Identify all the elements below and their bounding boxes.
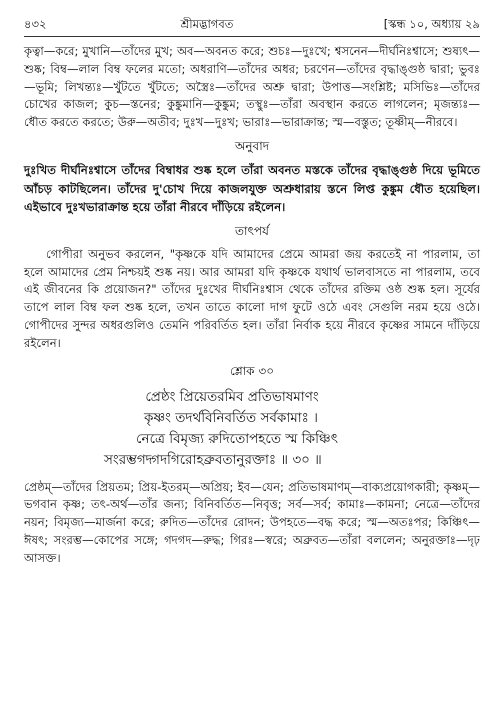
verse-line-4: সংরম্ভগদ্গদগিরোহব্রুবতানুরক্তাঃ ॥ ৩০ ॥ bbox=[104, 451, 322, 468]
verse-line-1: প্রেষ্ঠং প্রিয়েতরমিব প্রতিভাষমাণং bbox=[145, 388, 319, 405]
translation-text: দুঃখিত দীর্ঘনিঃশ্বাসে তাঁদের বিম্বাধর শুষ্ক হলে তাঁরা অবনত মস্তকে তাঁদের বৃদ্ধাঙ্গুষ্ঠ দিয়ে ভূমিতে আঁচড় কাটছিলেন। তাঁদের দু'চোখ দিয়ে কাজলযুক্ত অশ্রুধারায় স্তনে লিপ্ত কুঙ্কুম ধৌত হয়েছিল। এইভাবে দুঃখভারাক্রান্ত হয়ে তাঁরা নীরবে দাঁড়িয়ে রইলেন। bbox=[24, 162, 480, 215]
synonyms-paragraph-2: প্রেষ্ঠম্—তাঁদের প্রিয়তম; প্রিয়-ইতরম্—অপ্রিয়; ইব—যেন; প্রতিভাষমাণম্—বাক্যপ্রয়োগকারী; কৃষ্ণম্—ভগবান কৃষ্ণ; তৎ-অর্থ—তাঁর জন্য; বিনিবর্তিত—নিবৃত্ত; সর্ব—সর্ব; কামাঃ—কামনা; নেত্রে—তাঁদের নয়ন; বিমৃজ্য—মার্জনা করে; রুদিত—তাঁদের রোদন; উপহতে—বদ্ধ করে; স্ম—অতঃপর; কিঞ্চিৎ—ঈষৎ; সংরম্ভ—কোপের সঙ্গে; গদগদ—রুদ্ধ; গিরঃ—স্বরে; অব্রুবত—তাঁরা বললেন; অনুরক্তাঃ—দৃঢ় আসক্ত। bbox=[24, 479, 480, 565]
header-rule bbox=[24, 36, 480, 37]
verse-line-2: কৃষ্ণং তদর্থবিনিবর্তিত সর্বকামাঃ । bbox=[144, 409, 318, 426]
chapter-reference: [স্কন্ধ ১০, অধ্যায় ২৯ bbox=[383, 17, 480, 31]
sanskrit-verse bbox=[24, 387, 480, 471]
synonyms-paragraph-1: কৃত্বা—করে; মুখানি—তাঁদের মুখ; অব—অবনত করে; শুচঃ—দুঃখে; শ্বসনেন—দীর্ঘনিঃশ্বাসে; শুষ্যৎ—শুষ্ক; বিম্ব—লাল বিম্ব ফলের মতো; অধরাণি—তাঁদের অধর; চরণেন—তাঁদের বৃদ্ধাঙ্গুষ্ঠ দ্বারা; ভুবঃ—ভূমি; লিখন্ত্যঃ—খুঁটতে খুঁটতে; অস্ত্রৈঃ—তাঁদের অশ্রু দ্বারা; উপাত্ত—সংশ্লিষ্ট; মসিভিঃ—তাঁদের চোখের কাজল; কুচ—স্তনের; কুঙ্কুমানি—কুঙ্কুম; তস্থুঃ—তাঁরা অবস্থান করতে লাগলেন; মৃজন্ত্যঃ—ধৌত করতে করতে; উরু—অতীব; দুঃখ—দুঃখ; ভারাঃ—ভারাক্রান্ত; স্ম—বস্তুত; তূষ্ণীম্—নীরবে। bbox=[24, 44, 480, 130]
page bbox=[24, 16, 480, 568]
purport-heading: তাৎপর্য bbox=[235, 223, 269, 238]
verse-line-3: নেত্রে বিমৃজ্য রুদিতোপহতে স্ম কিঞ্চিৎ bbox=[136, 430, 338, 447]
purport-text: গোপীরা অনুভব করলেন, "কৃষ্ণকে যদি আমাদের প্রেমে আমরা জয় করতেই না পারলাম, তা হলে আমাদের প্রেম নিশ্চয়ই শুষ্ক নয়। আর আমরা যদি কৃষ্ণকে যথার্থ ভালবাসতে না পারলাম, তবে এই জীবনের কি প্রয়োজন?" তাঁদের দুঃখের দীর্ঘনিঃশ্বাস থেকে তাঁদের রক্তিম ওষ্ঠ শুষ্ক হল। সূর্যের তাপে লাল বিম্ব ফল শুষ্ক হলে, তখন তাতে কালো দাগ ফুটে ওঠে এবং সেগুলি নরম হয়ে ওঠে। গোপীদের সুন্দর অধরগুলিও তেমনি পরিবর্তিত হল। তাঁরা নির্বাক হয়ে নীরবে কৃষ্ণের সামনে দাঁড়িয়ে রইলেন। bbox=[24, 246, 480, 350]
purport-block bbox=[24, 246, 480, 353]
running-header bbox=[24, 16, 480, 34]
verse-heading: শ্লোক ৩০ bbox=[230, 363, 274, 378]
translation-heading: অনুবাদ bbox=[234, 138, 270, 153]
page-number: ৪৩২ bbox=[24, 17, 47, 31]
book-title: শ্রীমদ্ভাগবত bbox=[180, 17, 234, 31]
